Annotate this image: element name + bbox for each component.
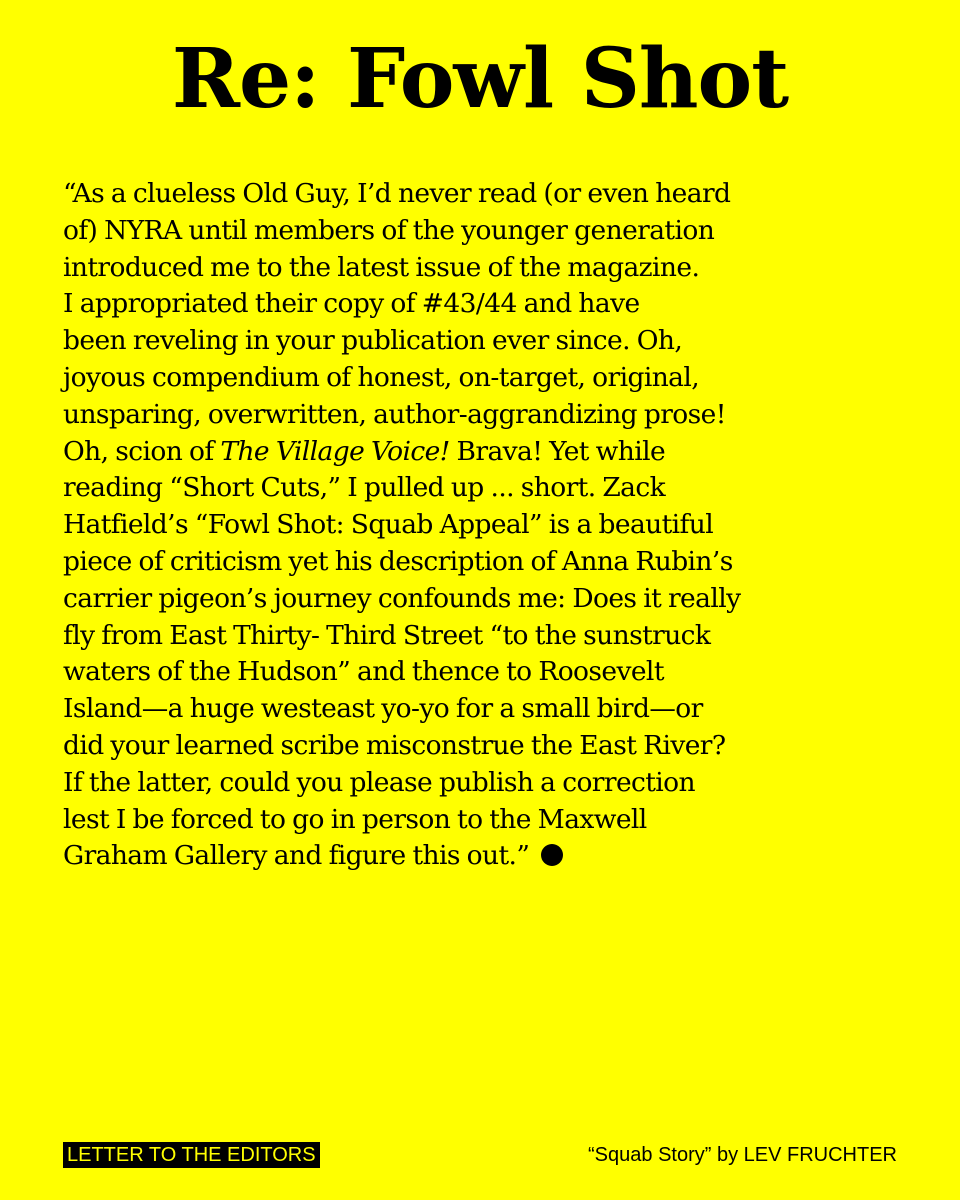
letter-line: introduced me to the latest issue of the magazine. (63, 251, 700, 283)
page-title: Re: Fowl Shot (171, 31, 789, 127)
letter-line: of) NYRA until members of the younger generation (63, 214, 715, 246)
letter-line: Island—a huge westeast yo-yo for a small bird—or (63, 693, 703, 725)
letter-line: reading “Short Cuts,” I pulled up ... short. Zack (63, 472, 666, 504)
end-mark-dot-icon (541, 844, 563, 866)
letter-line (63, 838, 903, 875)
section-label: LETTER TO THE EDITORS (63, 1142, 320, 1168)
letter-line: joyous compendium of honest, on-target, original, (63, 361, 700, 393)
letter-text: Oh, scion of (63, 435, 221, 467)
letter-line (63, 434, 903, 471)
letter-body (63, 176, 903, 875)
letter-line: Hatfield’s “Fowl Shot: Squab Appeal” is a beautiful (63, 509, 714, 541)
illustration-credit: “Squab Story” by LEV FRUCHTER (588, 1144, 897, 1166)
letter-line: carrier pigeon’s journey confounds me: Does it really (63, 582, 741, 614)
letter-line: unsparing, overwritten, author-aggrandizing prose! (63, 398, 726, 430)
letter-line: I appropriated their copy of #43/44 and have (63, 288, 640, 320)
letter-line: If the latter, could you please publish a correction (63, 766, 696, 798)
letter-line: lest I be forced to go in person to the Maxwell (63, 803, 647, 835)
letter-line: been reveling in your publication ever since. Oh, (63, 325, 683, 357)
letter-line: fly from East Thirty- Third Street “to the sunstruck (63, 619, 711, 651)
letter-line: waters of the Hudson” and thence to Roosevelt (63, 656, 664, 688)
letter-line: “As a clueless Old Guy, I’d never read (or even heard (63, 178, 731, 209)
letter-line: did your learned scribe misconstrue the East River? (63, 729, 726, 761)
publication-title: The Village Voice! (220, 435, 450, 467)
letter-text: Brava! Yet while (449, 435, 666, 467)
letter-text: Graham Gallery and figure this out.” (63, 840, 530, 872)
letter-line: piece of criticism yet his description of Anna Rubin’s (63, 545, 733, 577)
